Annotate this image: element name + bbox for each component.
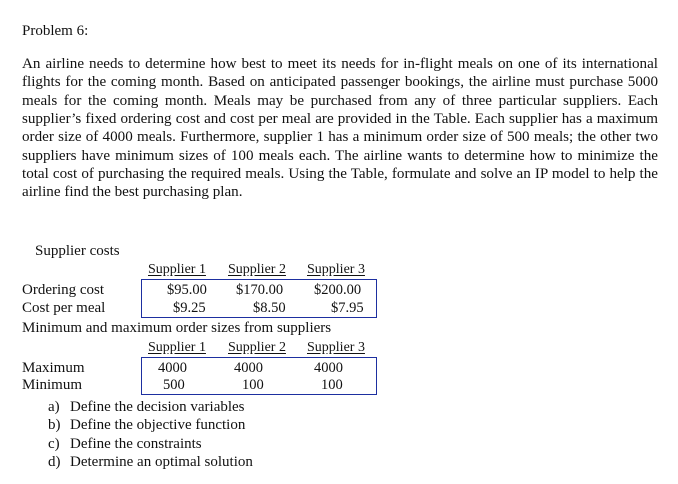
ordering-cost-supplier-3: $200.00 (314, 282, 362, 298)
question-text: Define the decision variables (70, 399, 245, 415)
problem-statement: An airline needs to determine how best to meet its needs for in-flight meals on one of its international flights for the coming month. Based on anticipated passenger bookings, the airline must purchase 5000 meals for the coming month. Meals may be purchased from any of three particular suppliers. Each supplier’s fixed ordering cost and cost per meal are provided in the Table. Each supplier has a maximum order size of 4000 meals. Furthermore, supplier 1 has a minimum order size of 500 meals; the other two suppliers have minimum sizes of 100 meals each. The airline wants to determine how to minimize the total cost of purchasing the required meals. Using the Table, formulate and solve an IP model to help the airline find the best purchasing plan. (22, 56, 658, 201)
cost-col-header-supplier-1: Supplier 1 (148, 262, 206, 277)
ordering-cost-supplier-1: $95.00 (167, 282, 207, 298)
size-col-header-supplier-3: Supplier 3 (307, 340, 365, 355)
cost-per-meal-supplier-3: $7.95 (331, 300, 364, 316)
size-col-header-supplier-2: Supplier 2 (228, 340, 286, 355)
question-text: Define the objective function (70, 417, 246, 434)
question-text: Define the constraints (70, 435, 202, 452)
maximum-supplier-2: 4000 (234, 360, 263, 376)
minimum-supplier-1: 500 (163, 377, 185, 393)
question-item (48, 435, 253, 453)
cost-per-meal-supplier-1: $9.25 (173, 300, 206, 316)
size-col-header-supplier-1: Supplier 1 (148, 340, 206, 355)
question-letter: d) (48, 454, 61, 471)
minimum-supplier-3: 100 (321, 377, 343, 393)
problem-title: Problem 6: (22, 23, 89, 39)
ordering-cost-supplier-2: $170.00 (236, 282, 284, 298)
minimum-supplier-2: 100 (242, 377, 264, 393)
maximum-label: Maximum (22, 360, 85, 376)
question-letter: a) (48, 399, 60, 415)
question-text: Determine an optimal solution (70, 454, 253, 471)
cost-per-meal-supplier-2: $8.50 (253, 300, 286, 316)
cost-per-meal-label: Cost per meal (22, 300, 106, 316)
question-item (48, 398, 253, 416)
question-letter: b) (48, 417, 61, 434)
cost-col-header-supplier-3: Supplier 3 (307, 262, 365, 277)
maximum-supplier-3: 4000 (314, 360, 343, 376)
maximum-supplier-1: 4000 (158, 360, 187, 376)
question-item (48, 416, 253, 434)
cost-col-header-supplier-2: Supplier 2 (228, 262, 286, 277)
order-sizes-heading: Minimum and maximum order sizes from suppliers (22, 320, 332, 336)
question-item (48, 453, 253, 471)
ordering-cost-label: Ordering cost (22, 282, 105, 298)
minimum-label: Minimum (22, 377, 83, 393)
supplier-costs-heading: Supplier costs (35, 243, 120, 259)
question-letter: c) (48, 435, 60, 452)
question-list (48, 398, 253, 472)
